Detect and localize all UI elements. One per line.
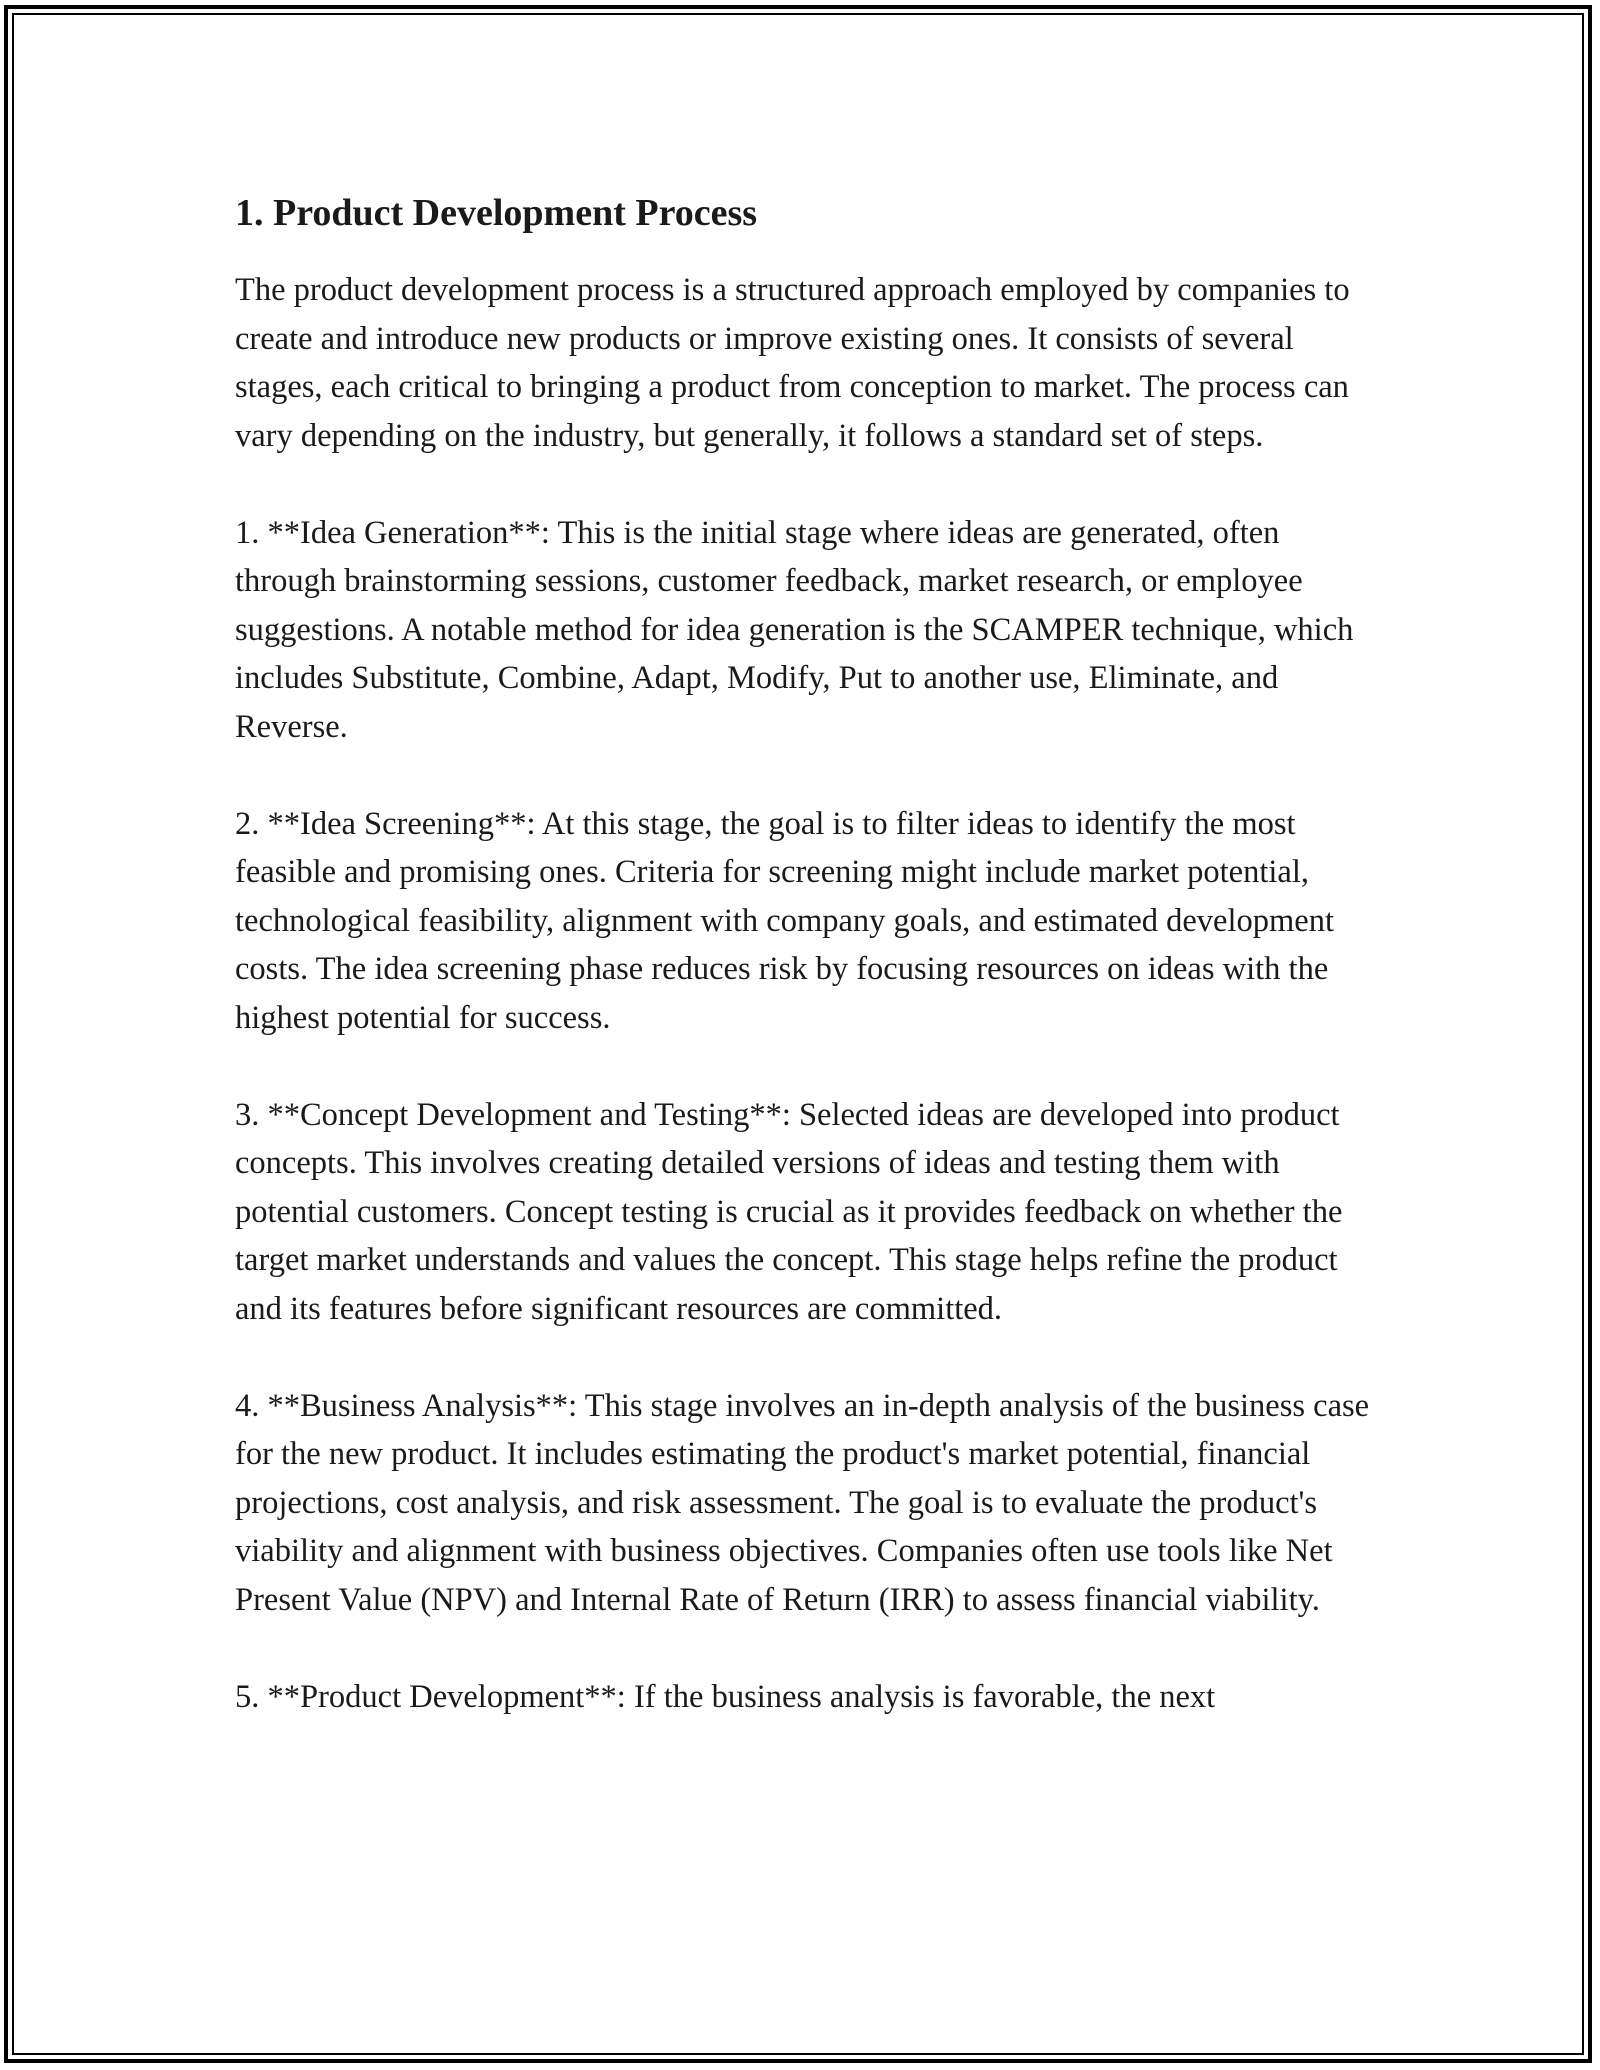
step-business-analysis: 4. **Business Analysis**: This stage involves an in-depth analysis of the business case for the new product. It includes estimating the product's market potential, financial projections, cost analysis, and risk assessment. The goal is to evaluate the product's viability and alignment with business objectives. Companies often use tools like Net Present Value (NPV) and Internal Rate of Return (IRR) to assess financial viability. [235,1387,1370,1618]
section-heading: 1. Product Development Process [235,192,758,234]
step-concept-development: 3. **Concept Development and Testing**: Selected ideas are developed into product concepts. This involves creating detailed versions of ideas and testing them with potential customers. Concept testing is crucial as it provides feedback on whether the target market understands and values the concept. This stage helps refine the product and its features before significant resources are committed. [235,1096,1343,1327]
step-idea-generation: 1. **Idea Generation**: This is the initial stage where ideas are generated, often through brainstorming sessions, customer feedback, market research, or employee suggestions. A notable method for idea generation is the SCAMPER technique, which includes Substitute, Combine, Adapt, Modify, Put to another use, Eliminate, and Reverse. [235,514,1354,745]
step-product-development: 5. **Product Development**: If the business analysis is favorable, the next [235,1678,1216,1715]
document-body [235,186,1375,1770]
step-idea-screening: 2. **Idea Screening**: At this stage, the goal is to filter ideas to identify the most feasible and promising ones. Criteria for screening might include market potential, technological feasibility, alignment with company goals, and estimated development costs. The idea screening phase reduces risk by focusing resources on ideas with the highest potential for success. [235,805,1334,1036]
intro-paragraph: The product development process is a structured approach employed by companies to create and introduce new products or improve existing ones. It consists of several stages, each critical to bringing a product from conception to market. The process can vary depending on the industry, but generally, it follows a standard set of steps. [235,272,1350,454]
